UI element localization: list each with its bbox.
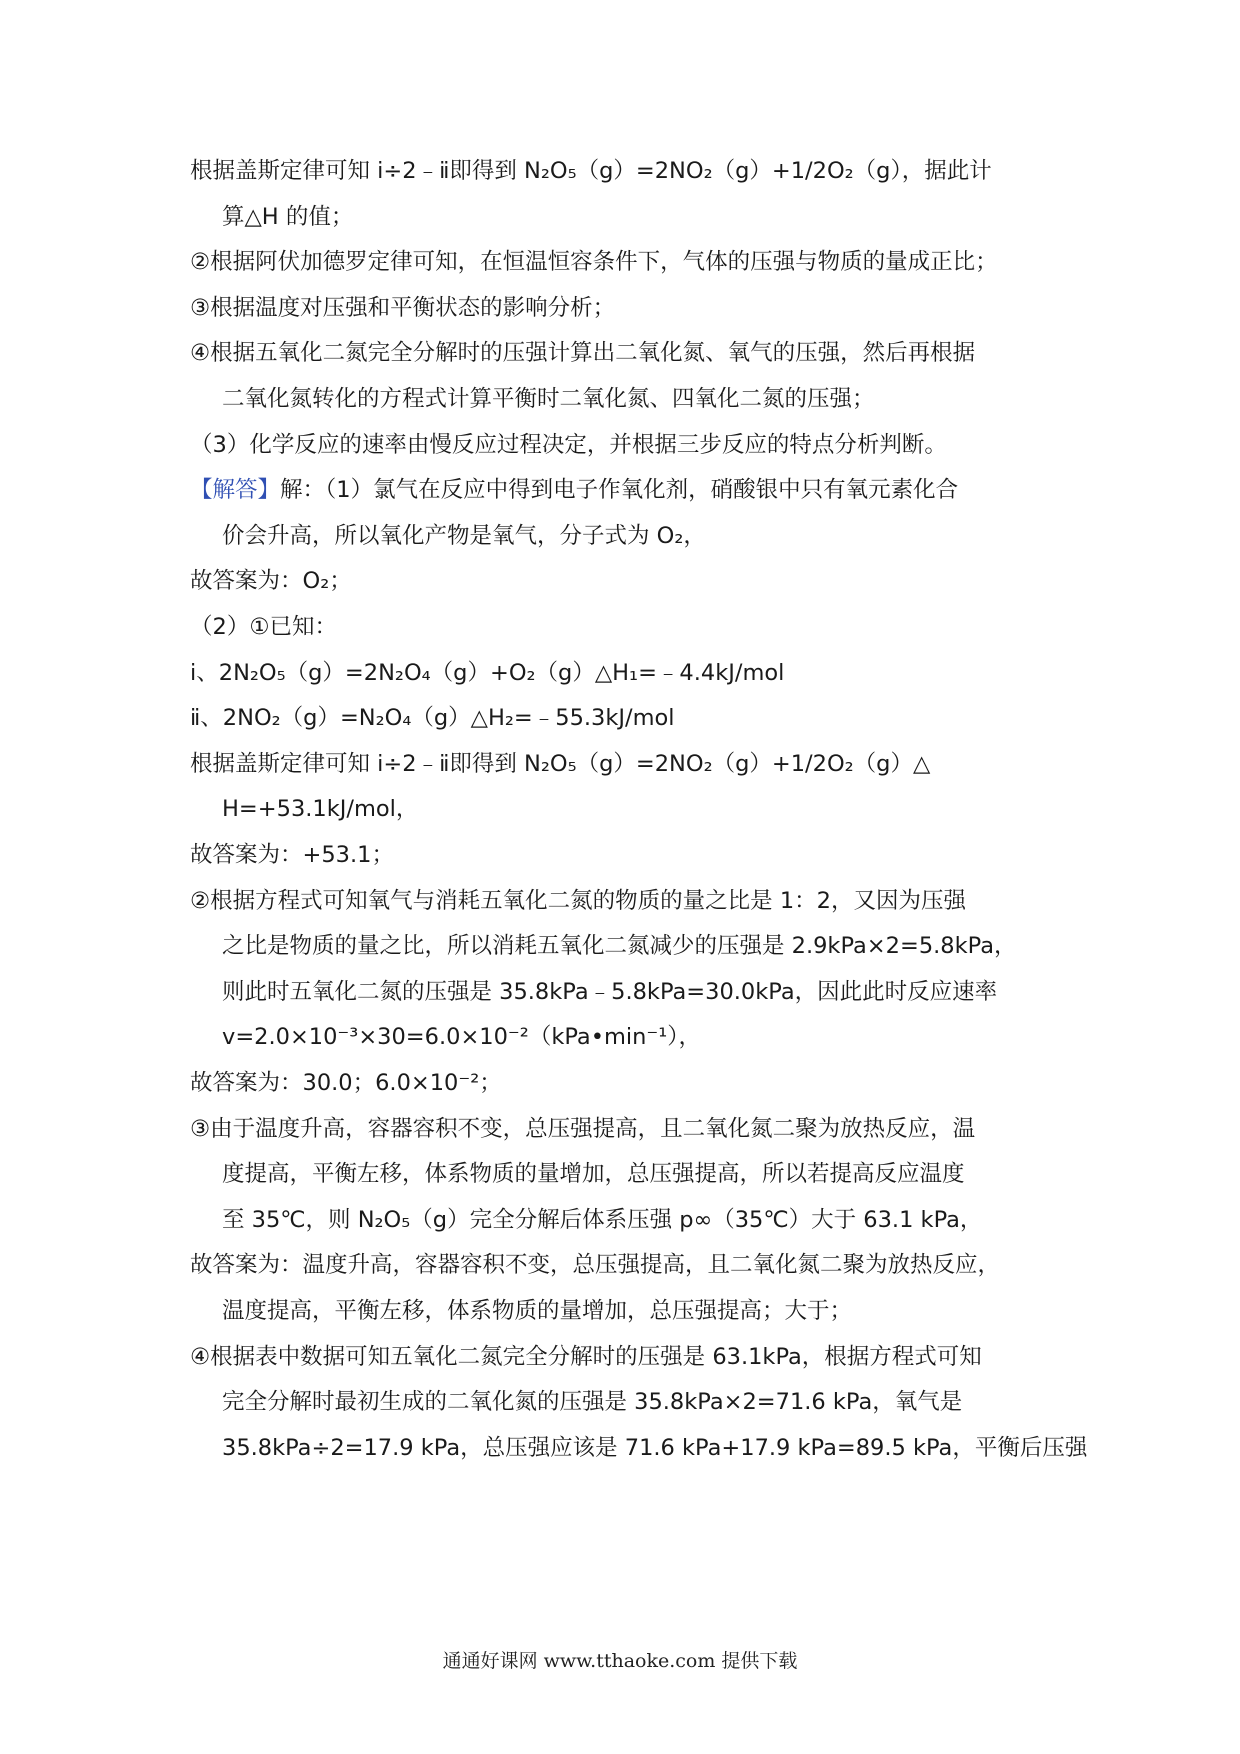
text-line bbox=[222, 383, 875, 415]
line-text: 温度提高，平衡左移，体系物质的量增加，总压强提高；大于； bbox=[222, 1298, 853, 1324]
line-text: 之比是物质的量之比，所以消耗五氧化二氮减少的压强是 2.9kPa×2=5.8kPa， bbox=[222, 933, 1017, 960]
line-text: 二氧化氮转化的方程式计算平衡时二氧化氮、四氧化二氮的压强； bbox=[222, 386, 875, 412]
line-text: 则此时五氧化二氮的压强是 35.8kPa﹣5.8kPa=30.0kPa，因此此时反应速率 bbox=[222, 978, 998, 1005]
line-text: 根据盖斯定律可知 ⅰ÷2﹣ⅱ即得到 N₂O₅（g）=2NO₂（g）+1/2O₂（g）△ bbox=[190, 750, 931, 777]
line-text: 故答案为：30.0；6.0×10⁻²； bbox=[190, 1070, 502, 1096]
line-text: ④根据表中数据可知五氧化二氮完全分解时的压强是 63.1kPa，根据方程式可知 bbox=[190, 1343, 982, 1370]
line-text: 价会升高，所以氧化产物是氧气，分子式为 O₂， bbox=[222, 522, 706, 549]
line-text: v=2.0×10⁻³×30=6.0×10⁻²（kPa•min⁻¹）， bbox=[222, 1024, 702, 1051]
text-line bbox=[190, 1249, 1000, 1281]
line-text: 解：（1）氯气在反应中得到电子作氧化剂，硝酸银中只有氧元素化合 bbox=[280, 477, 959, 504]
text-line bbox=[190, 702, 675, 734]
text-line bbox=[222, 976, 997, 1008]
text-line bbox=[190, 565, 352, 597]
text-line bbox=[190, 885, 966, 917]
text-line bbox=[222, 1386, 962, 1418]
text-line bbox=[190, 1113, 975, 1145]
line-text: 35.8kPa÷2=17.9 kPa，总压强应该是 71.6 kPa+17.9 kPa=89.5 kPa，平衡后压强 bbox=[222, 1434, 1088, 1461]
line-text: ③根据温度对压强和平衡状态的影响分析； bbox=[190, 294, 616, 321]
line-text: 根据盖斯定律可知 ⅰ÷2﹣ⅱ即得到 N₂O₅（g）=2NO₂（g）+1/2O₂（g），据此计 bbox=[190, 158, 992, 184]
text-line bbox=[190, 839, 394, 871]
text-line bbox=[222, 930, 1017, 962]
text-line bbox=[190, 429, 947, 461]
text-line bbox=[222, 1158, 965, 1190]
text-line bbox=[222, 793, 418, 825]
text-line bbox=[190, 292, 615, 324]
text-line bbox=[190, 1341, 982, 1373]
text-line bbox=[222, 1021, 701, 1053]
text-line bbox=[190, 474, 958, 506]
text-line bbox=[190, 155, 992, 187]
answer-tag: 【解答】 bbox=[190, 477, 281, 504]
text-line bbox=[222, 1432, 1087, 1464]
line-text: （3）化学反应的速率由慢反应过程决定，并根据三步反应的特点分析判断。 bbox=[190, 431, 947, 458]
text-line bbox=[222, 1204, 982, 1236]
line-text: 至 35℃，则 N₂O₅（g）完全分解后体系压强 p∞（35℃）大于 63.1 kPa， bbox=[222, 1206, 983, 1233]
line-text: 故答案为：温度升高，容器容积不变，总压强提高，且二氧化氮二聚为放热反应， bbox=[190, 1252, 1001, 1279]
text-line bbox=[222, 201, 353, 233]
line-text: ②根据方程式可知氧气与消耗五氧化二氮的物质的量之比是 1：2，又因为压强 bbox=[190, 887, 966, 914]
text-line bbox=[190, 748, 930, 780]
line-text: 故答案为：O₂； bbox=[190, 568, 352, 595]
line-text: 度提高，平衡左移，体系物质的量增加，总压强提高，所以若提高反应温度 bbox=[222, 1161, 965, 1188]
line-text: ②根据阿伏加德罗定律可知，在恒温恒容条件下，气体的压强与物质的量成正比； bbox=[190, 249, 998, 276]
page-footer: 通通好课网 www.tthaoke.com 提供下载 bbox=[442, 1650, 798, 1672]
line-text: ③由于温度升高，容器容积不变，总压强提高，且二氧化氮二聚为放热反应，温 bbox=[190, 1115, 976, 1142]
line-text: 故答案为：+53.1； bbox=[190, 842, 394, 868]
line-text: ④根据五氧化二氮完全分解时的压强计算出二氧化氮、氧气的压强，然后再根据 bbox=[190, 340, 976, 367]
text-line bbox=[190, 337, 975, 369]
text-line bbox=[190, 246, 998, 278]
text-line bbox=[190, 1067, 502, 1099]
text-line bbox=[222, 520, 706, 552]
line-text: ⅱ、2NO₂（g）=N₂O₄（g）△H₂=﹣55.3kJ/mol bbox=[190, 705, 675, 732]
line-text: 完全分解时最初生成的二氧化氮的压强是 35.8kPa×2=71.6 kPa，氧气是 bbox=[222, 1389, 963, 1416]
text-line bbox=[190, 611, 337, 643]
text-line bbox=[190, 657, 784, 689]
text-line bbox=[222, 1295, 852, 1327]
line-text: （2）①已知： bbox=[190, 614, 337, 640]
line-text: 算△H 的值； bbox=[222, 203, 354, 230]
line-text: ⅰ、2N₂O₅（g）=2N₂O₄（g）+O₂（g）△H₁=﹣4.4kJ/mol bbox=[190, 659, 785, 686]
line-text: H=+53.1kJ/mol， bbox=[222, 796, 419, 823]
